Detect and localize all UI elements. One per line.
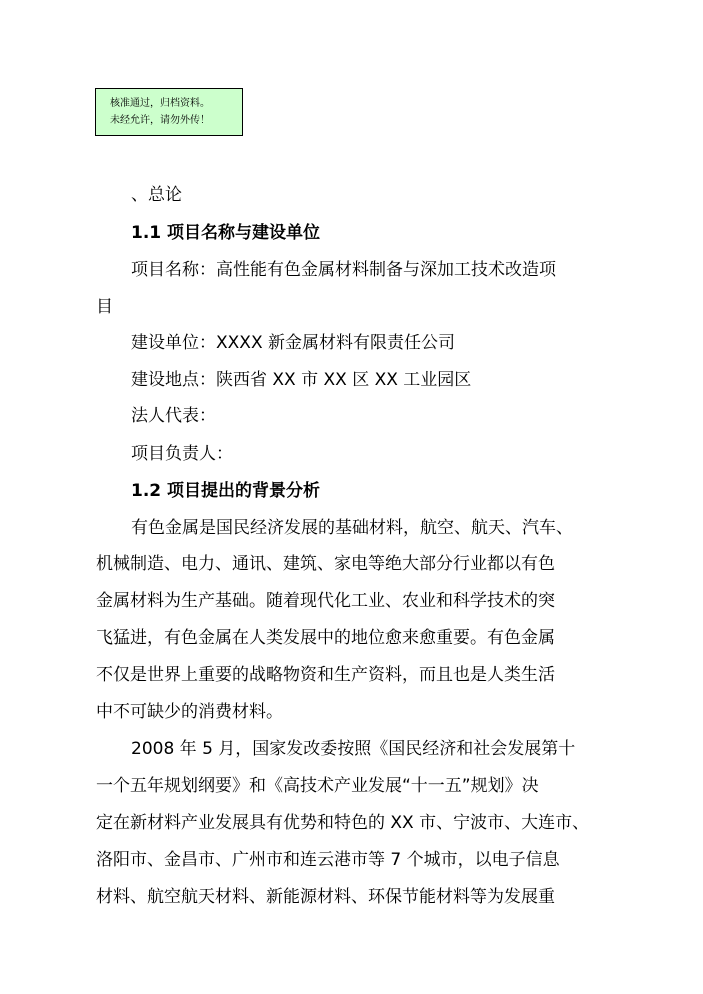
paragraph-1-line: 金属材料为生产基础。随着现代化工业、农业和科学技术的突 [96,591,555,611]
paragraph-1-line: 机械制造、电力、通讯、建筑、家电等绝大部分行业都以有色 [96,554,555,574]
chapter-title: 、总论 [131,185,182,205]
approval-notice-box [95,88,243,136]
paragraph-2-line: 定在新材料产业发展具有优势和特色的 XX 市、宁波市、大连市、 [96,813,590,833]
notice-line-1: 核准通过，归档资料。 [110,98,210,109]
section-heading-1-2: 1.2 项目提出的背景分析 [131,481,321,501]
notice-line-2: 未经允许，请勿外传！ [110,115,210,126]
paragraph-1-line: 不仅是世界上重要的战略物资和生产资料，而且也是人类生活 [96,665,555,685]
paragraph-1-line: 飞猛进，有色金属在人类发展中的地位愈来愈重要。有色金属 [96,628,555,648]
paragraph-2-line: 2008 年 5 月，国家发改委按照《国民经济和社会发展第十 [131,739,576,759]
paragraph-2-line: 一个五年规划纲要》和《高技术产业发展“十一五”规划》决 [96,776,539,796]
paragraph-1-line: 有色金属是国民经济发展的基础材料，航空、航天、汽车、 [131,518,573,538]
paragraph-2-line: 材料、航空航天材料、新能源材料、环保节能材料等为发展重 [96,887,555,907]
section-heading-1-1: 1.1 项目名称与建设单位 [131,223,321,243]
project-lead-line: 项目负责人： [131,444,233,464]
location-line: 建设地点：陕西省 XX 市 XX 区 XX 工业园区 [131,370,472,390]
paragraph-2-line: 洛阳市、金昌市、广州市和连云港市等 7 个城市，以电子信息 [96,850,560,870]
legal-rep-line: 法人代表： [131,406,216,426]
project-name-line-1: 项目名称：高性能有色金属材料制备与深加工技术改造项 [131,260,556,280]
builder-line: 建设单位：XXXX 新金属材料有限责任公司 [131,333,455,353]
project-name-line-2: 目 [96,297,113,317]
paragraph-1-line: 中不可缺少的消费材料。 [96,702,283,722]
